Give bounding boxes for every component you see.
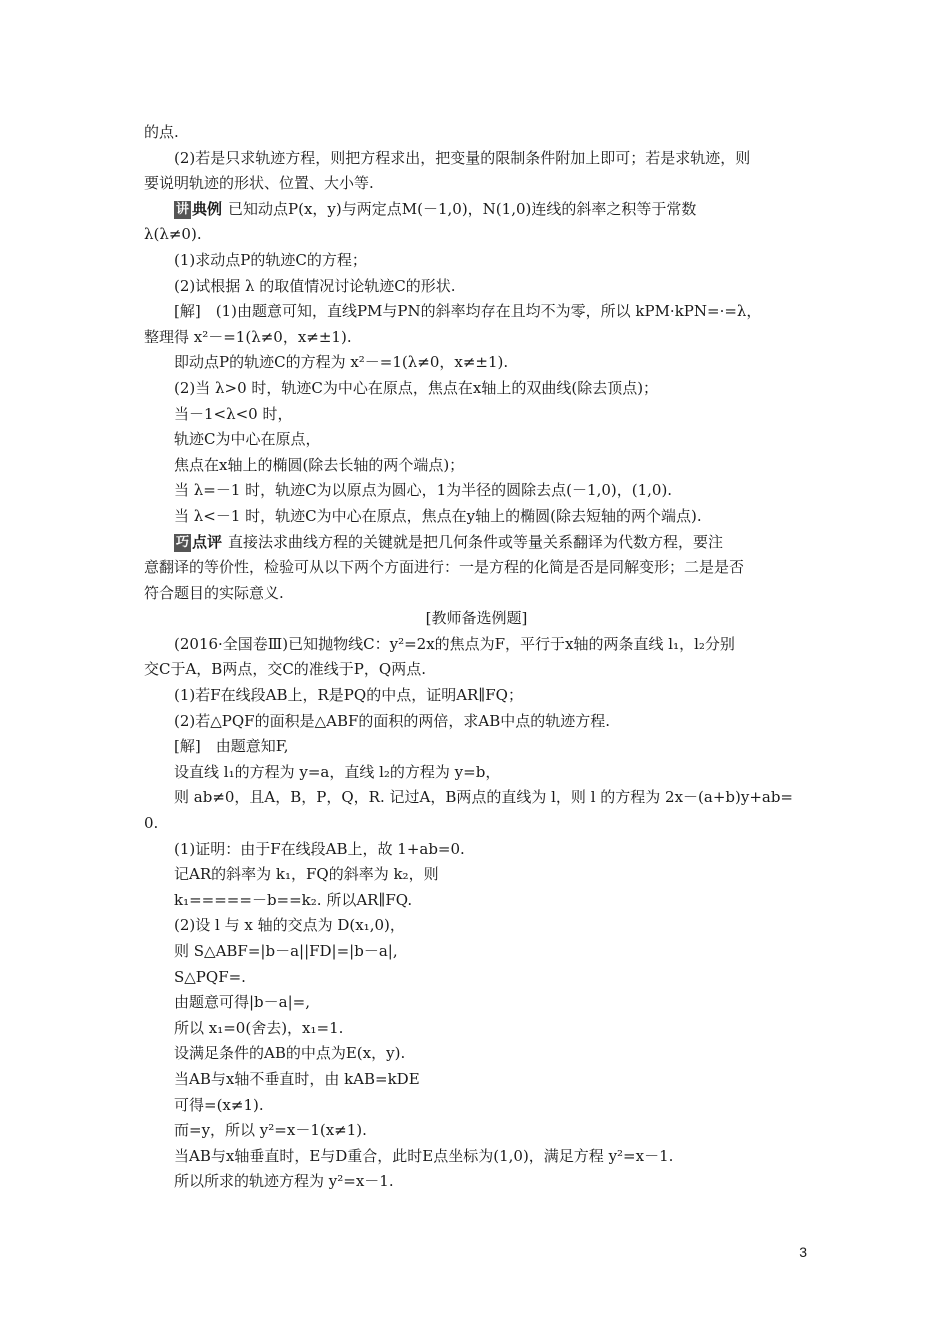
review-tag-box: 巧 <box>176 534 190 550</box>
example-tag <box>174 197 222 223</box>
text-line: (2)设 l 与 x 轴的交点为 D(x₁,0)， <box>174 916 405 935</box>
text-line: 即动点P的轨迹C的方程为 x²－=1(λ≠0，x≠±1). <box>174 353 509 372</box>
review-tag <box>174 530 222 556</box>
text-line: 当AB与x轴垂直时，E与D重合，此时E点坐标为(1,0)，满足方程 y²=x－1. <box>174 1146 674 1165</box>
text-line: 意翻译的等价性，检验可从以下两个方面进行：一是方程的化简是否是同解变形；二是是否 <box>144 558 745 577</box>
text-line: 当－1<λ<0 时， <box>174 404 293 423</box>
text-line: 可得=(x≠1). <box>174 1095 264 1114</box>
text-line: (2)试根据 λ 的取值情况讨论轨迹C的形状. <box>174 276 456 295</box>
text-line: 焦点在x轴上的椭圆(除去长轴的两个端点)； <box>174 455 465 474</box>
text-line: λ(λ≠0). <box>144 225 202 244</box>
text-line: 0. <box>144 814 159 833</box>
text-line: [解] 由题意知F, <box>174 737 289 756</box>
review-heading-line <box>144 530 809 556</box>
text-line: (1)若F在线段AB上，R是PQ的中点，证明AR∥FQ； <box>174 686 523 705</box>
text-line: 当AB与x轴不垂直时，由 kAB=kDE <box>174 1069 420 1088</box>
text-line: (1)证明：由于F在线段AB上，故 1+ab=0. <box>174 839 465 858</box>
text-line: (2)若是只求轨迹方程，则把方程求出，把变量的限制条件附加上即可；若是求轨迹，则 <box>174 148 751 167</box>
text-line: 已知动点P(x，y)与两定点M(－1,0)，N(1,0)连线的斜率之积等于常数 <box>228 199 697 218</box>
text-line: (2)若△PQF的面积是△ABF的面积的两倍，求AB中点的轨迹方程. <box>174 711 611 730</box>
text-line: 轨迹C为中心在原点， <box>174 430 321 449</box>
text-line: 而=y，所以 y²=x－1(x≠1). <box>174 1121 367 1140</box>
text-line: (1)求动点P的轨迹C的方程； <box>174 250 367 269</box>
text-line: S△PQF=. <box>174 967 246 986</box>
text-line: 设满足条件的AB的中点为E(x，y). <box>174 1044 406 1063</box>
text-line: (2)当 λ>0 时，轨迹C为中心在原点，焦点在x轴上的双曲线(除去顶点)； <box>174 378 659 397</box>
text-line: 的点. <box>144 123 179 141</box>
text-line: 所以 x₁=0(舍去)，x₁=1. <box>174 1018 344 1037</box>
text-line: 设直线 l₁的方程为 y=a，直线 l₂的方程为 y=b， <box>174 762 501 781</box>
example-tag-box: 讲 <box>176 201 190 217</box>
text-line: [解] (1)由题意可知，直线PM与PN的斜率均存在且均不为零，所以 kPM·kPN=·=λ， <box>174 302 762 321</box>
text-line: 则 ab≠0，且A，B，P，Q，R. 记过A，B两点的直线为 l，则 l 的方程为 2x－(a+b)y+ab= <box>174 788 794 807</box>
example-tag-text: 典例 <box>192 199 223 218</box>
text-line: (2016·全国卷Ⅲ)已知抛物线C：y²=2x的焦点为F，平行于x轴的两条直线 l₁，l₂分别 <box>174 634 735 653</box>
document-body <box>144 120 809 1195</box>
text-line: 当 λ=－1 时，轨迹C为以原点为圆心，1为半径的圆除去点(－1,0)，(1,0). <box>174 481 673 500</box>
example-heading-line <box>144 197 809 223</box>
review-tag-text: 点评 <box>192 532 223 551</box>
text-line: 符合题目的实际意义. <box>144 583 284 602</box>
text-line: 要说明轨迹的形状、位置、大小等. <box>144 174 374 193</box>
text-line: 整理得 x²－=1(λ≠0，x≠±1). <box>144 327 352 346</box>
text-line: k₁=====－b==k₂. 所以AR∥FQ. <box>174 890 413 909</box>
text-line: 记AR的斜率为 k₁，FQ的斜率为 k₂，则 <box>174 865 439 884</box>
text-line: 当 λ<－1 时，轨迹C为中心在原点，焦点在y轴上的椭圆(除去短轴的两个端点). <box>174 506 702 525</box>
page-number: 3 <box>799 1244 807 1260</box>
text-line: 交C于A，B两点，交C的准线于P，Q两点. <box>144 660 426 679</box>
text-line: 所以所求的轨迹方程为 y²=x－1. <box>174 1172 394 1191</box>
text-line: 由题意可得|b－a|=, <box>174 993 310 1012</box>
text-line: 直接法求曲线方程的关键就是把几何条件或等量关系翻译为代数方程，要注 <box>228 532 724 551</box>
text-line: 则 S△ABF=|b－a||FD|=|b－a|, <box>174 942 398 960</box>
section-title: [教师备选例题] <box>425 609 528 628</box>
